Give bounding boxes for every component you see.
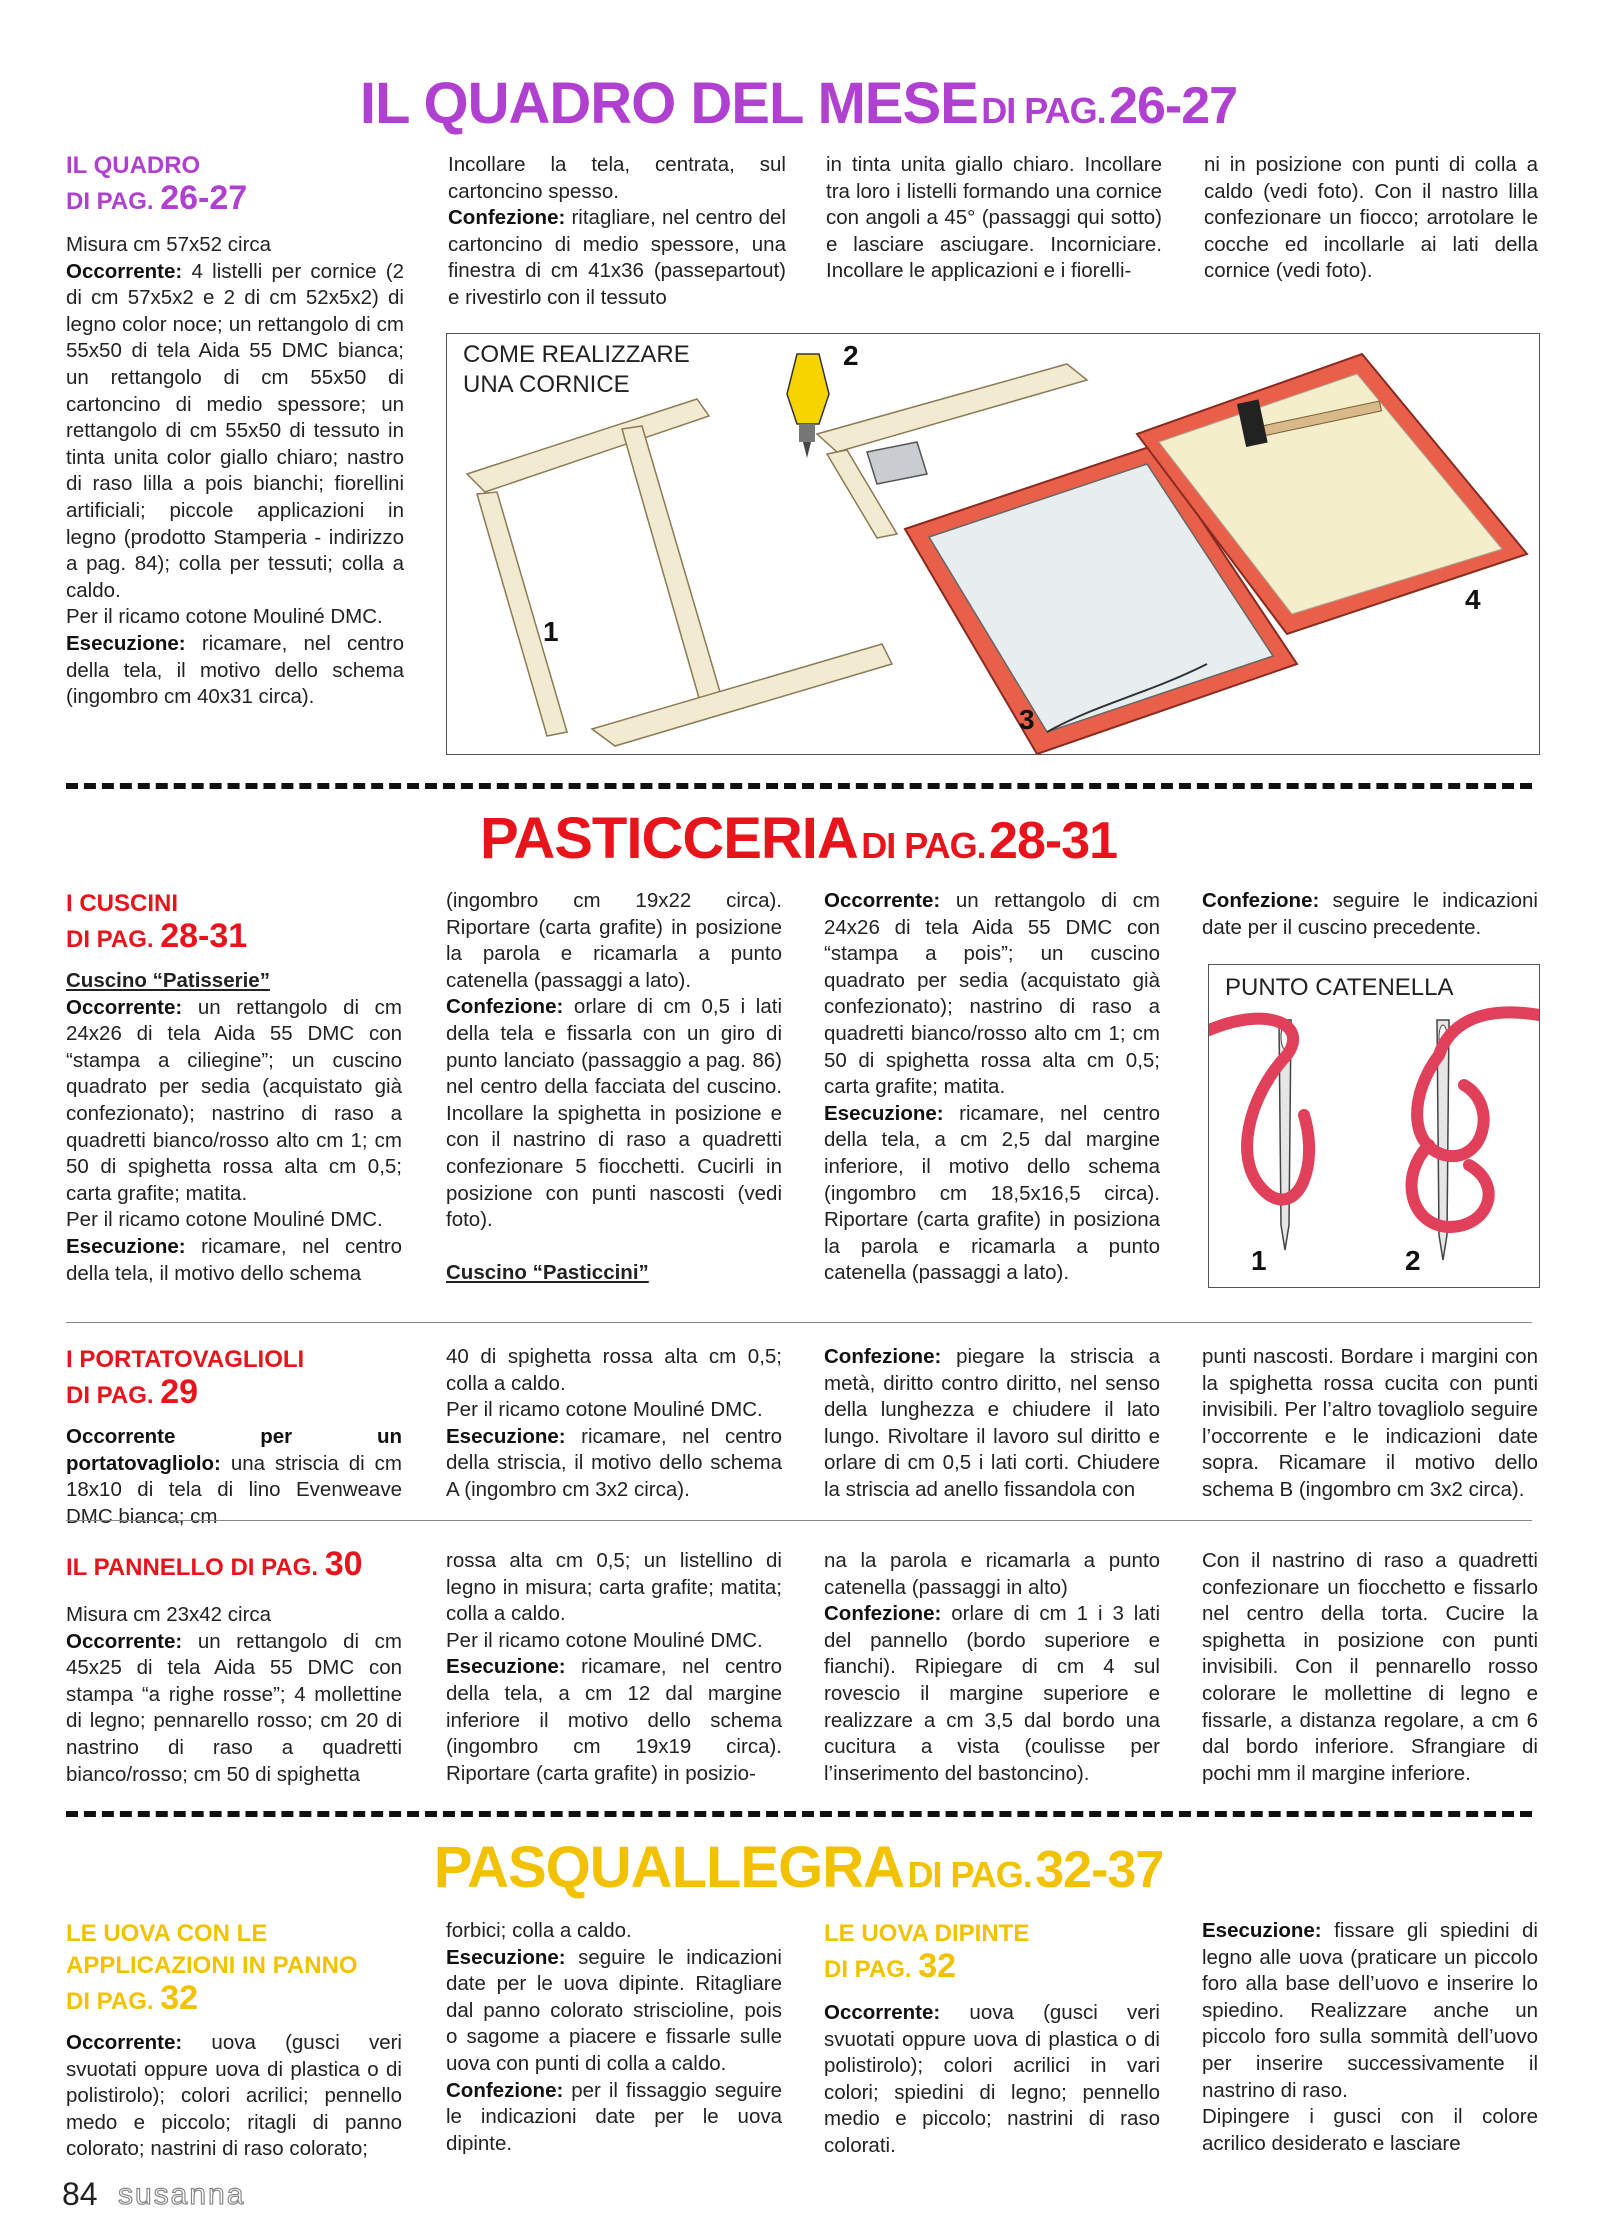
section-title-pasticceria: PASTICCERIA DI PAG. 28-31 xyxy=(479,806,1118,871)
cuscini-col3: Occorrente: un rettangolo di cm 24x26 di tela Aida 55 DMC con “stampa a pois”; un cuscino quadrato per sedia (acquistato già confezionato); nastrino di raso a quadretti bianco/rosso alto cm 1; cm 50 di spighetta rossa alta cm 0,5; carta grafite; matita. Esecuzione: ricamare, nel centro della tela, a cm 2,5 dal margine inferiore, il motivo dello schema (ingombro cm 18,5x16,5 circa). Riportare (carta grafite) in posiziona la parola e ricamarla a punto catenella (passaggi a lato). xyxy=(824,889,1160,1285)
step-4-label: 4 xyxy=(1465,584,1481,615)
uova-panno-col1: Occorrente: uova (gusci veri svuotati oppure uova di plastica o di polistirolo); colori acrilici; pennello medo e piccolo; ritagli di panno colorato; nastrini di raso colorato; xyxy=(66,2031,402,2161)
heading-portatovaglioli: I PORTATOVAGLIOLI DI PAG. 29 xyxy=(66,1346,305,1411)
portatovaglioli-col4: punti nascosti. Bordare i margini con la spighetta rossa cucita con punti invisibili. Per l’altro tovagliolo seguire l’occorrente e le indicazioni date sopra. Ricamare il motivo dello schema B (ingombro cm 3x2 circa). xyxy=(1202,1345,1538,1501)
uova-panno-col2: forbici; colla a caldo. Esecuzione: seguire le indicazioni date per le uova dipinte. Ritagliare dal panno colorato striscioline, pois o sagome a piacere e fissarle sulle uova con punti di colla a caldo. Confezione: per il fissaggio seguire le indicazioni date per le uova dipinte. xyxy=(446,1919,782,2155)
step-1-label: 1 xyxy=(543,616,559,647)
cuscini-col1: Cuscino “Patisserie” Occorrente: un rettangolo di cm 24x26 di tela Aida 55 DMC con “stampa a ciliegine”; un cuscino quadrato per sedia (acquistato già confezionato); nastrino di raso a quadretti bianco/rosso alto cm 1; cm 50 di spighetta rossa alta cm 0,5; carta grafite; matita. Per il ricamo cotone Mouliné DMC. Esecuzione: ricamare, nel centro della tela, il motivo dello schema xyxy=(66,969,402,1285)
heading-uova-panno: LE UOVA CON LE APPLICAZIONI IN PANNO DI PAG. 32 xyxy=(66,1920,358,2017)
step-2-label: 2 xyxy=(843,340,859,371)
section-divider xyxy=(66,783,1532,789)
figure-punto-catenella xyxy=(1208,964,1540,1288)
heading-uova-dipinte: LE UOVA DIPINTE DI PAG. 32 xyxy=(824,1920,1030,1985)
rule-1 xyxy=(66,1322,1532,1323)
catenella-illustration xyxy=(1209,965,1539,1287)
loose-laths xyxy=(467,399,892,746)
section-title-pasquallegra: PASQUALLEGRA DI PAG. 32-37 xyxy=(433,1835,1164,1900)
rule-2 xyxy=(66,1520,1532,1521)
heading-pannello: IL PANNELLO DI PAG. 30 xyxy=(66,1545,363,1583)
magazine-brand: susanna xyxy=(118,2178,246,2211)
figure-catenella-label: PUNTO CATENELLA xyxy=(1225,974,1454,1001)
quadro-col1: Misura cm 57x52 circa Occorrente: 4 listelli per cornice (2 di cm 57x5x2 e 2 di cm 52x5x2) di legno color noce; un rettangolo di cm 55x50 di tela Aida 55 DMC bianca; un rettangolo di cm 55x50 di cartoncino di medio spessore; un rettangolo di cm 55x50 di tessuto in tinta unita color giallo chiaro; nastro di raso lilla a pois bianchi; fiorellini artificiali; piccole applicazioni in legno (prodotto Stamperia - indirizzo a pag. 84); colla per tessuti; colla a caldo. Per il ricamo cotone Mouliné DMC. Esecuzione: ricamare, nel centro della tela, il motivo dello schema (ingombro cm 40x31 circa). xyxy=(66,233,404,709)
section-divider xyxy=(66,1811,1532,1817)
cuscini-col2: (ingombro cm 19x22 circa). Riportare (carta grafite) in posizione la parola e ricamarla a punto catenella (passaggi a lato). Confezione: orlare di cm 0,5 i lati della tela e fissarla con un giro di punto lanciato (passaggio a pag. 86) nel centro della facciata del cuscino. Incollare la spighetta in posizione e con il nastrino di raso a quadretti confezionare 5 fiocchetti. Cucirli in posizione con punti nascosti (vedi foto). Cuscino “Pasticcini” xyxy=(446,889,782,1284)
heading-quadro: IL QUADRO DI PAG. 26-27 xyxy=(66,152,248,217)
uova-dipinte-col3: Occorrente: uova (gusci veri svuotati oppure uova di plastica o di polistirolo); colori acrilici in vari colori; spiedini di legno; pennello medio e piccolo; nastrini di raso colorati. xyxy=(824,2001,1160,2157)
pannello-col3: na la parola e ricamarla a punto catenella (passaggi in alto) Confezione: orlare di cm 1 i 3 lati del pannello (bordo superiore e fianchi). Ripiegare di cm 4 sul rovescio il margine superiore e realizzare a cm 3,5 dal bordo una cucitura a vista (coulisse per l’inserimento del bastoncino). xyxy=(824,1549,1160,1785)
step-3-label: 3 xyxy=(1019,704,1035,735)
quadro-col2: Incollare la tela, centrata, sul cartoncino spesso. Confezione: ritagliare, nel centro del cartoncino di medio spessore, una finestra di cm 41x36 (passepartout) e rivestirlo con il tessuto xyxy=(448,153,786,309)
catenella-step-2: 2 xyxy=(1405,1245,1421,1276)
glue-gun-icon xyxy=(787,354,829,458)
portatovaglioli-col3: Confezione: piegare la striscia a metà, diritto contro diritto, nel senso della lunghezza e chiudere il lato lungo. Rivoltare il lavoro sul diritto e orlare di cm 0,5 i lati corti. Chiudere la striscia ad anello fissandola con xyxy=(824,1345,1160,1501)
portatovaglioli-col2: 40 di spighetta rossa alta cm 0,5; colla a caldo. Per il ricamo cotone Mouliné DMC. Esecuzione: ricamare, nel centro della striscia, il motivo dello schema A (ingombro cm 3x2 circa). xyxy=(446,1345,782,1501)
uova-dipinte-col4: Esecuzione: fissare gli spiedini di legno alle uova (praticare un piccolo foro alla base dell’uovo e inserire lo spiedino. Realizzare anche un piccolo foro sulla sommità dell’uovo per inserire successivamente il nastrino di raso. Dipingere i gusci con il colore acrilico desiderato e lasciare xyxy=(1202,1919,1538,2155)
figure-cornice-label: COME REALIZZARE UNA CORNICE xyxy=(463,341,690,398)
quadro-col4: ni in posizione con punti di colla a caldo (vedi foto). Con il nastro lilla confezionare un fiocco; arrotolare le cocche ed incollarle ai lati della cornice (vedi foto). xyxy=(1204,153,1538,283)
pannello-col2: rossa alta cm 0,5; un listellino di legno in misura; carta grafite; matita; colla a caldo. Per il ricamo cotone Mouliné DMC. Esecuzione: ricamare, nel centro della tela, a cm 12 dal margine inferiore il motivo dello schema (ingombro cm 19x19 circa). Riportare (carta grafite) in posizio- xyxy=(446,1549,782,1785)
cornice-illustration xyxy=(447,334,1539,754)
heading-cuscini: I CUSCINI DI PAG. 28-31 xyxy=(66,890,248,955)
pannello-col4: Con il nastrino di raso a quadretti confezionare un fiocchetto e fissarlo nel centro della torta. Cucire la spighetta in posizione con punti invisibili. Con il pennarello rosso colorare le mollettine di legno e fissarle, a distanza regolare, a cm 6 dal bordo inferiore. Sfrangiare di pochi mm il margine inferiore. xyxy=(1202,1549,1538,1785)
pannello-col1: Misura cm 23x42 circa Occorrente: un rettangolo di cm 45x25 di tela Aida 55 DMC con stampa “a righe rosse”; 4 mollettine di legno; pennarello rosso; cm 20 di nastrino di raso a quadretti bianco/rosso; cm 50 di spighetta xyxy=(66,1603,402,1786)
section-title-quadro: IL QUADRO DEL MESE DI PAG. 26-27 xyxy=(359,71,1238,136)
cuscini-col4: Confezione: seguire le indicazioni date per il cuscino precedente. xyxy=(1202,889,1538,939)
figure-cornice xyxy=(446,333,1540,755)
page-number: 84 xyxy=(62,2176,98,2212)
quadro-col3: in tinta unita giallo chiaro. Incollare tra loro i listelli formando una cornice con angoli a 45° (passaggi qui sotto) e lasciare asciugare. Incorniciare. Incollare le applicazioni e i fiorelli- xyxy=(826,153,1162,283)
portatovaglioli-col1: Occorrente per un portatovagliolo: una striscia di cm 18x10 di tela di lino Evenweave DMC bianca; cm xyxy=(66,1425,402,1528)
catenella-step-1: 1 xyxy=(1251,1245,1267,1276)
